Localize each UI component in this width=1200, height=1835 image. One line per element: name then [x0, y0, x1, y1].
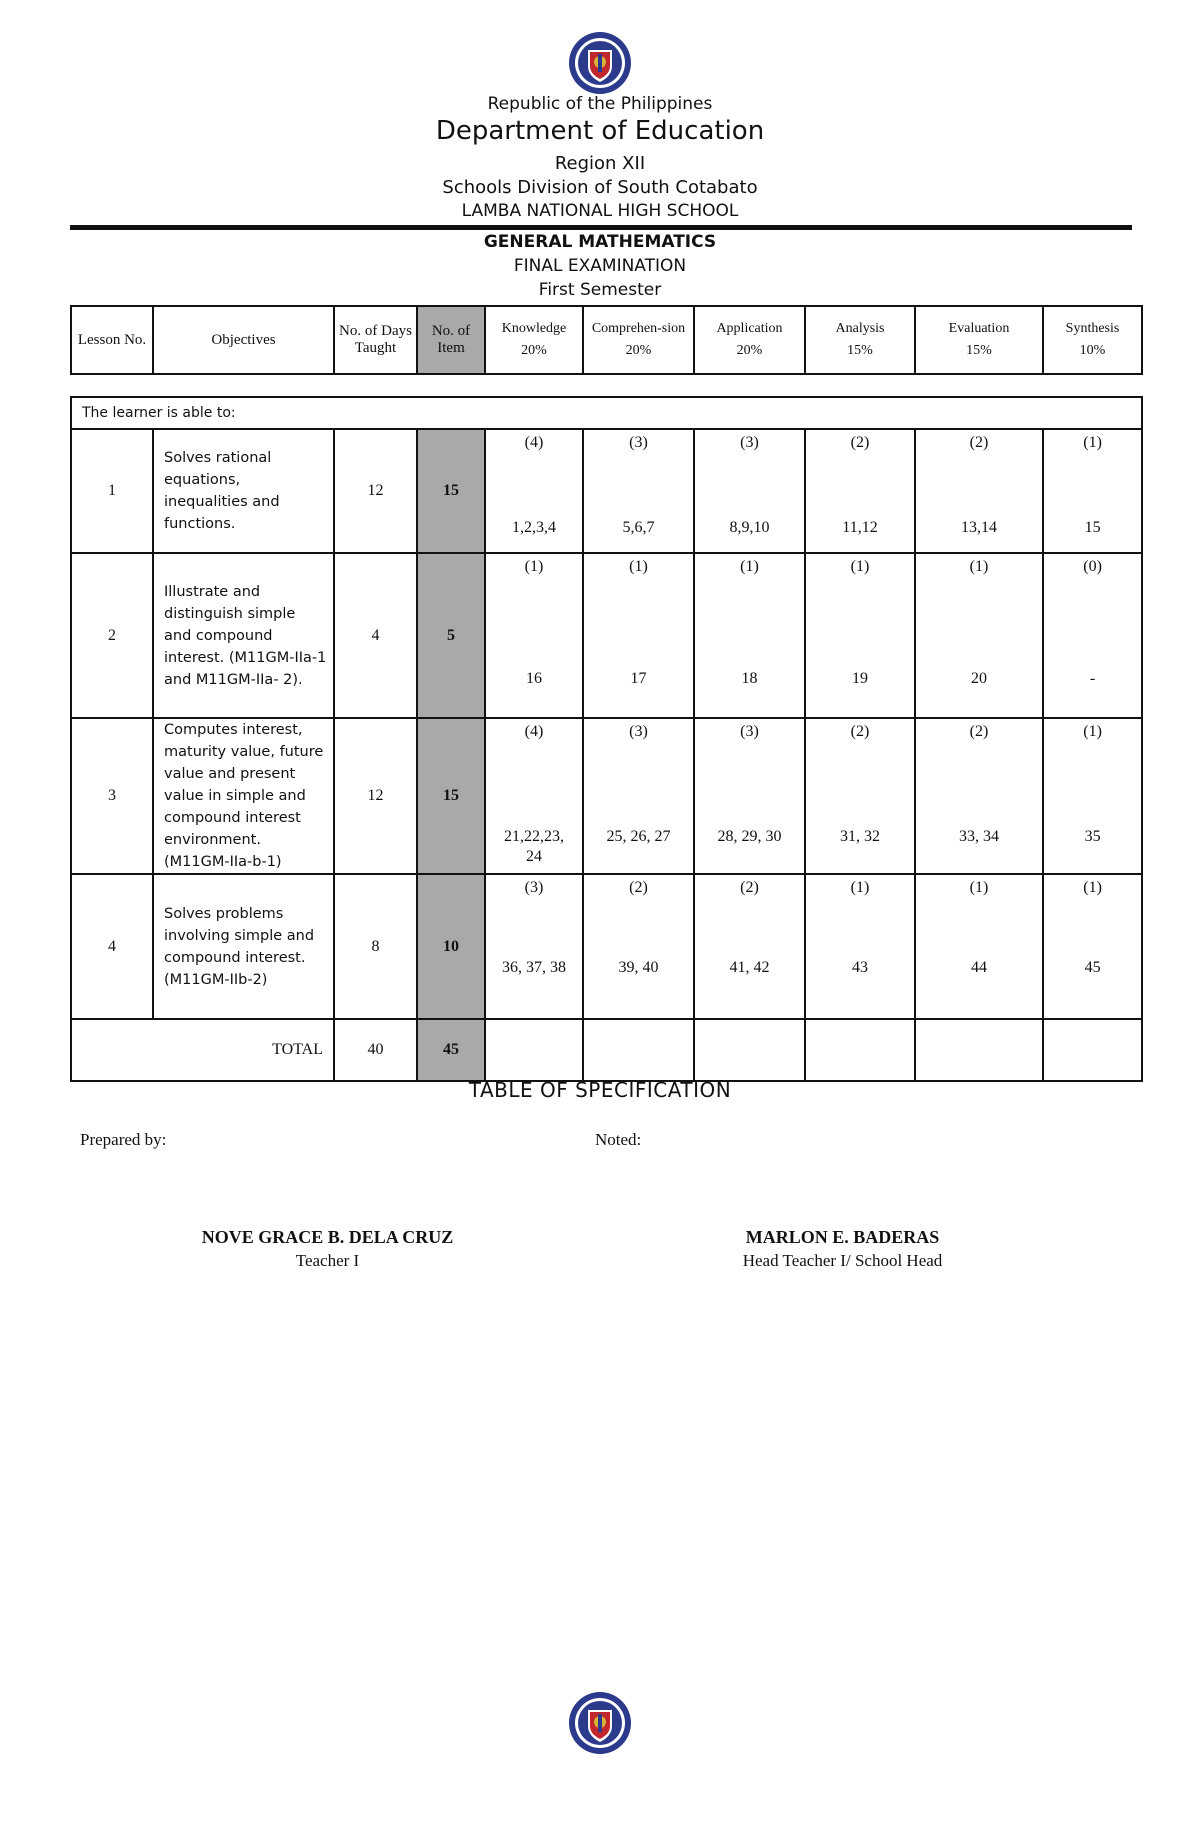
- application-cell: [694, 553, 805, 718]
- total-items: 45: [417, 1019, 485, 1081]
- level-count: (2): [740, 879, 759, 896]
- level-name: Comprehen-sion: [591, 321, 686, 336]
- days-taught: 8: [334, 874, 417, 1019]
- empty-cell: [1043, 1019, 1142, 1081]
- level-items: 33, 34: [959, 828, 999, 845]
- level-count: (2): [850, 434, 870, 451]
- total-label: TOTAL: [71, 1019, 334, 1081]
- noted-label: Noted:: [595, 1130, 642, 1149]
- preparer-name: NOVE GRACE B. DELA CRUZ: [201, 1227, 454, 1247]
- level-name: Analysis: [835, 321, 885, 336]
- exam-title: FINAL EXAMINATION: [513, 256, 687, 276]
- comprehension-cell: [583, 429, 694, 553]
- knowledge-cell: [485, 429, 583, 553]
- synthesis-cell: [1043, 874, 1142, 1019]
- level-count: (3): [740, 434, 759, 451]
- synthesis-cell: [1043, 553, 1142, 718]
- item-count: 5: [417, 553, 485, 718]
- evaluation-cell: [915, 553, 1043, 718]
- level-count: (2): [969, 723, 989, 740]
- level-count: (3): [629, 723, 648, 740]
- level-items: 16: [526, 670, 542, 687]
- level-items: 28, 29, 30: [717, 828, 782, 845]
- objective-text: Solves problems involving simple and compound interest. (M11GM-IIb-2): [153, 874, 334, 1019]
- level-percent: 20%: [736, 343, 763, 358]
- level-items: 19: [852, 670, 868, 687]
- application-cell: [694, 718, 805, 874]
- level-count: (1): [524, 558, 544, 575]
- level-count: (1): [969, 558, 989, 575]
- total-days: 40: [334, 1019, 417, 1081]
- comprehension-cell: [583, 874, 694, 1019]
- header-objectives: Objectives: [153, 306, 334, 374]
- evaluation-cell: [915, 429, 1043, 553]
- level-count: (1): [850, 879, 870, 896]
- analysis-cell: [805, 429, 915, 553]
- level-count: (1): [1083, 723, 1102, 740]
- total-row: [71, 1019, 1142, 1081]
- table-row: [71, 874, 1142, 1019]
- level-count: (4): [524, 723, 544, 740]
- lesson-number: 4: [71, 874, 153, 1019]
- prepared-by-label: Prepared by:: [80, 1130, 167, 1149]
- analysis-cell: [805, 874, 915, 1019]
- level-count: (1): [740, 558, 759, 575]
- tos-body-table: [70, 396, 1143, 1082]
- level-name: Synthesis: [1065, 321, 1120, 336]
- header-evaluation: [915, 306, 1043, 374]
- evaluation-cell: [915, 718, 1043, 874]
- lesson-number: 3: [71, 718, 153, 874]
- empty-cell: [485, 1019, 583, 1081]
- item-count: 15: [417, 429, 485, 553]
- level-count: (1): [629, 558, 648, 575]
- table-row: [71, 429, 1142, 553]
- tos-header-table: [70, 305, 1143, 375]
- level-items: 21,22,23, 24: [504, 828, 564, 865]
- header-days-taught: No. of Days Taught: [334, 306, 417, 374]
- learner-intro: The learner is able to:: [71, 397, 1142, 429]
- level-count: (1): [969, 879, 989, 896]
- objective-text: Computes interest, maturity value, future value and present value in simple and compound interest environment. (M11GM-IIa-b-1): [153, 718, 334, 874]
- level-count: (1): [1083, 434, 1102, 451]
- lesson-number: 1: [71, 429, 153, 553]
- header-knowledge: [485, 306, 583, 374]
- level-count: (3): [740, 723, 759, 740]
- school-name: LAMBA NATIONAL HIGH SCHOOL: [461, 201, 739, 221]
- level-count: (1): [1083, 879, 1102, 896]
- division-text: Schools Division of South Cotabato: [442, 177, 758, 198]
- subject-title: GENERAL MATHEMATICS: [483, 232, 717, 252]
- level-items: 13,14: [961, 519, 997, 536]
- noter-name: MARLON E. BADERAS: [745, 1227, 940, 1247]
- level-count: (1): [850, 558, 870, 575]
- header-application: [694, 306, 805, 374]
- empty-cell: [583, 1019, 694, 1081]
- header-lesson-no: Lesson No.: [71, 306, 153, 374]
- level-name: Application: [716, 321, 783, 336]
- level-items: 18: [741, 670, 758, 687]
- level-percent: 15%: [966, 343, 992, 358]
- header-divider: [70, 225, 1132, 230]
- analysis-cell: [805, 718, 915, 874]
- level-name: Evaluation: [948, 321, 1010, 336]
- knowledge-cell: [485, 718, 583, 874]
- level-items: 5,6,7: [622, 519, 655, 536]
- item-count: 10: [417, 874, 485, 1019]
- level-count: (2): [629, 879, 648, 896]
- application-cell: [694, 429, 805, 553]
- level-items: 8,9,10: [729, 519, 770, 536]
- knowledge-cell: [485, 553, 583, 718]
- lesson-number: 2: [71, 553, 153, 718]
- header-no-of-item: No. of Item: [417, 306, 485, 374]
- level-name: Knowledge: [501, 321, 567, 336]
- level-items: -: [1089, 670, 1096, 687]
- republic-text: Republic of the Philippines: [487, 94, 713, 114]
- objective-text: Illustrate and distinguish simple and compound interest. (M11GM-IIa-1 and M11GM-IIa- 2).: [153, 553, 334, 718]
- table-row: [71, 553, 1142, 718]
- level-percent: 15%: [847, 343, 873, 358]
- department-title: Department of Education: [435, 116, 765, 146]
- empty-cell: [694, 1019, 805, 1081]
- application-cell: [694, 874, 805, 1019]
- level-count: (2): [850, 723, 870, 740]
- level-items: 17: [630, 670, 647, 687]
- region-text: Region XII: [554, 153, 646, 174]
- evaluation-cell: [915, 874, 1043, 1019]
- level-items: 1,2,3,4: [512, 519, 556, 536]
- level-items: 11,12: [842, 519, 878, 536]
- level-items: 20: [971, 670, 987, 687]
- synthesis-cell: [1043, 718, 1142, 874]
- analysis-cell: [805, 553, 915, 718]
- header-synthesis: [1043, 306, 1142, 374]
- days-taught: 4: [334, 553, 417, 718]
- table-row: [71, 718, 1142, 874]
- level-items: 45: [1084, 959, 1101, 976]
- level-count: (4): [524, 434, 544, 451]
- deped-seal-icon: [567, 30, 633, 96]
- deped-seal-icon: [567, 1690, 633, 1756]
- semester-text: First Semester: [538, 280, 662, 300]
- level-percent: 20%: [625, 343, 652, 358]
- level-items: 41, 42: [729, 959, 770, 976]
- level-items: 43: [852, 959, 868, 976]
- header-comprehension: [583, 306, 694, 374]
- synthesis-cell: [1043, 429, 1142, 553]
- empty-cell: [915, 1019, 1043, 1081]
- level-items: 35: [1084, 828, 1101, 845]
- level-items: 31, 32: [840, 828, 880, 845]
- level-percent: 10%: [1079, 343, 1106, 358]
- knowledge-cell: [485, 874, 583, 1019]
- level-items: 36, 37, 38: [502, 959, 566, 976]
- level-items: 39, 40: [618, 959, 659, 976]
- days-taught: 12: [334, 718, 417, 874]
- item-count: 15: [417, 718, 485, 874]
- level-count: (2): [969, 434, 989, 451]
- header-analysis: [805, 306, 915, 374]
- preparer-role: Teacher I: [295, 1251, 360, 1270]
- level-items: 25, 26, 27: [606, 828, 671, 845]
- level-count: (3): [629, 434, 648, 451]
- level-percent: 20%: [521, 343, 547, 358]
- objective-text: Solves rational equations, inequalities and functions.: [153, 429, 334, 553]
- days-taught: 12: [334, 429, 417, 553]
- noter-role: Head Teacher I/ School Head: [742, 1251, 943, 1270]
- comprehension-cell: [583, 553, 694, 718]
- level-items: 15: [1084, 519, 1101, 536]
- comprehension-cell: [583, 718, 694, 874]
- level-count: (0): [1083, 558, 1102, 575]
- document-title: TABLE OF SPECIFICATION: [468, 1078, 732, 1102]
- level-items: 44: [971, 959, 987, 976]
- empty-cell: [805, 1019, 915, 1081]
- level-count: (3): [524, 879, 544, 896]
